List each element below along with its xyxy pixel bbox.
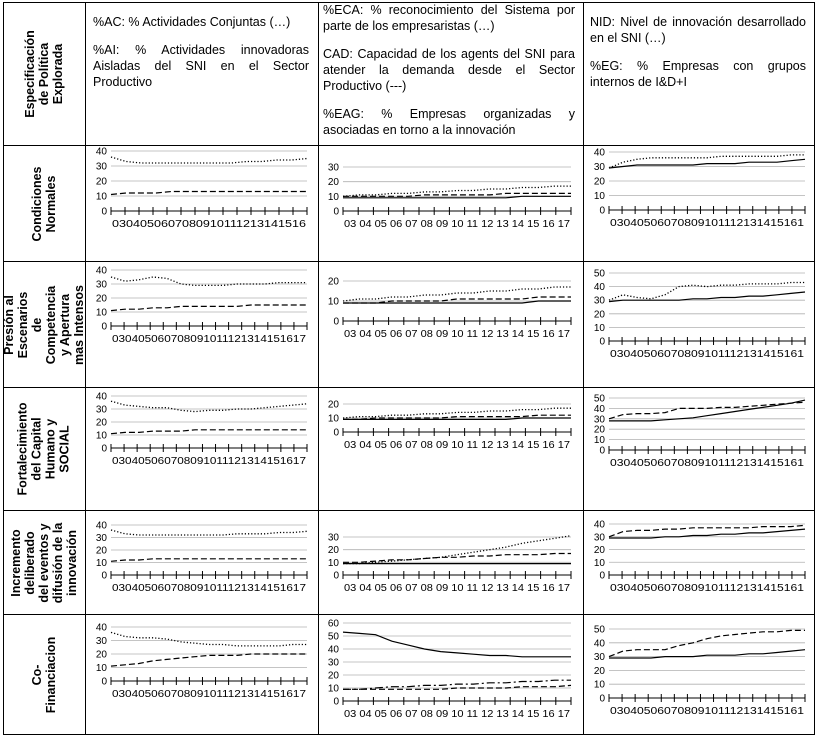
series-ai-line xyxy=(111,559,307,562)
y-tick-label: 60 xyxy=(327,618,339,630)
series-eca-line xyxy=(343,408,571,418)
y-tick-label: 20 xyxy=(327,545,339,557)
series-nid-line xyxy=(609,402,805,419)
y-tick-label: 0 xyxy=(101,206,107,218)
row-label-5 xyxy=(3,615,85,734)
y-tick-label: 10 xyxy=(327,413,339,425)
y-tick-label: 10 xyxy=(327,683,339,695)
series-cad-line xyxy=(343,297,571,303)
y-tick-label: 40 xyxy=(95,520,107,532)
x-tick-labels: 03040506070809101112131415161 xyxy=(610,349,805,360)
legend-eg: %EG: % Empresas con grupos internos de I&D+I xyxy=(590,59,806,89)
series-ai-line xyxy=(111,654,307,666)
series-ac-line xyxy=(111,157,307,163)
series-eca-line xyxy=(343,287,571,301)
y-tick-label: 10 xyxy=(327,296,339,308)
y-tick-label: 50 xyxy=(593,393,605,405)
chart-r2c3 xyxy=(587,262,811,362)
y-tick-label: 40 xyxy=(593,282,605,294)
y-tick-label: 10 xyxy=(95,191,107,203)
y-tick-label: 20 xyxy=(327,399,339,411)
y-tick-label: 40 xyxy=(593,519,605,531)
chart-r5c2 xyxy=(321,615,577,725)
y-tick-label: 40 xyxy=(593,403,605,415)
y-tick-label: 40 xyxy=(95,391,107,403)
row-label-text: Presión al Escenarios de Competencia y Apertura mas Intensos xyxy=(2,284,86,365)
x-tick-labels: 03 04 05 06 07 08 09 10 11 12 13 14 15 16 17 xyxy=(344,709,571,720)
y-tick-label: 20 xyxy=(327,276,339,288)
y-tick-label: 30 xyxy=(327,162,339,174)
y-tick-label: 0 xyxy=(333,570,339,582)
legend-ac: %AC: % Actividades Conjuntas (…) xyxy=(93,15,291,29)
y-tick-label: 30 xyxy=(593,532,605,544)
y-tick-label: 10 xyxy=(593,679,605,691)
y-tick-label: 10 xyxy=(593,322,605,334)
series-cad-line xyxy=(343,554,571,563)
y-tick-label: 20 xyxy=(95,417,107,429)
x-tick-labels: 0304050607080910111213141516 xyxy=(112,219,307,230)
y-tick-label: 50 xyxy=(593,268,605,280)
y-tick-label: 20 xyxy=(95,649,107,661)
y-tick-label: 20 xyxy=(327,177,339,189)
table-divider-col1 xyxy=(85,2,86,735)
table-border-bottom xyxy=(3,734,815,735)
y-tick-label: 10 xyxy=(95,430,107,442)
y-tick-label: 30 xyxy=(593,162,605,173)
y-tick-label: 20 xyxy=(593,424,605,436)
x-tick-labels: 03 04 05 06 07 08 09 10 11 12 13 14 15 16 17 xyxy=(344,583,571,594)
series-ai-line xyxy=(111,192,307,195)
series-ai-line xyxy=(111,305,307,311)
row-label-text: Co-Financiacion xyxy=(30,636,58,713)
y-tick-label: 0 xyxy=(101,570,107,582)
chart-r2c1 xyxy=(89,262,313,362)
table-border-right xyxy=(814,2,815,735)
header-col3 xyxy=(590,14,806,102)
y-tick-label: 0 xyxy=(101,321,107,333)
y-tick-label: 10 xyxy=(593,191,605,202)
x-tick-labels: 030405060708091011121314151617 xyxy=(112,583,307,594)
x-tick-labels: 03 04 05 06 07 08 09 10 11 12 13 14 15 16 17 xyxy=(344,440,571,451)
y-tick-label: 10 xyxy=(593,557,605,569)
y-tick-label: 0 xyxy=(599,693,605,705)
table-divider-col2 xyxy=(318,2,319,735)
y-tick-label: 40 xyxy=(95,265,107,277)
table-divider-col3 xyxy=(583,2,584,735)
row-label-3 xyxy=(3,388,85,510)
y-tick-label: 40 xyxy=(593,638,605,650)
header-col1 xyxy=(93,14,309,102)
y-tick-label: 40 xyxy=(593,147,605,159)
chart-r1c3 xyxy=(587,146,811,234)
y-tick-label: 20 xyxy=(593,665,605,677)
series-eca-line xyxy=(343,186,571,196)
y-tick-label: 20 xyxy=(327,670,339,682)
y-tick-label: 10 xyxy=(95,307,107,319)
series-ac-line xyxy=(111,401,307,411)
chart-r2c2 xyxy=(321,262,577,362)
y-tick-label: 50 xyxy=(327,631,339,643)
chart-r4c3 xyxy=(587,511,811,597)
y-tick-label: 10 xyxy=(95,663,107,674)
y-tick-label: 20 xyxy=(593,176,605,188)
y-tick-label: 0 xyxy=(333,316,339,328)
y-tick-label: 30 xyxy=(327,657,339,669)
y-tick-label: 0 xyxy=(333,696,339,708)
y-tick-label: 20 xyxy=(593,309,605,321)
x-tick-labels: 03040506070809101112131415161 xyxy=(610,583,805,594)
y-tick-label: 30 xyxy=(95,404,107,416)
y-tick-label: 30 xyxy=(593,652,605,664)
y-tick-label: 30 xyxy=(593,295,605,307)
corner-label-text: Especificación de Política Explorada xyxy=(23,30,66,118)
legend-eag: %EAG: % Empresas organizadas y asociadas en torno a la innovación xyxy=(323,107,575,137)
y-tick-label: 50 xyxy=(593,624,605,636)
row-label-2 xyxy=(3,262,85,387)
chart-r3c1 xyxy=(89,388,313,486)
corner-label xyxy=(3,3,85,145)
x-tick-labels: 03040506070809101112131415161 xyxy=(610,458,805,469)
series-ac-line xyxy=(111,632,307,646)
x-tick-labels: 03 04 05 06 07 08 09 10 11 12 13 14 15 16 17 xyxy=(344,329,571,340)
y-tick-label: 20 xyxy=(95,176,107,188)
y-tick-label: 0 xyxy=(599,336,605,348)
y-tick-label: 30 xyxy=(593,414,605,426)
y-tick-label: 30 xyxy=(95,533,107,544)
x-tick-labels: 030405060708091011121314151617 xyxy=(112,334,307,345)
y-tick-label: 20 xyxy=(593,545,605,556)
y-tick-label: 30 xyxy=(95,636,107,647)
chart-r5c1 xyxy=(89,615,313,703)
chart-r1c2 xyxy=(321,146,577,234)
row-label-text: Condiciones Normales xyxy=(30,166,58,242)
y-tick-label: 30 xyxy=(95,279,107,291)
row-label-1 xyxy=(3,146,85,261)
y-tick-label: 40 xyxy=(95,146,107,158)
y-tick-label: 0 xyxy=(333,427,339,439)
chart-r1c1 xyxy=(89,146,313,234)
chart-r4c2 xyxy=(321,511,577,597)
series-ac-line xyxy=(111,530,307,535)
y-tick-label: 0 xyxy=(599,445,605,457)
series-ai-line xyxy=(111,430,307,434)
legend-eca: %ECA: % reconocimiento del Sistema por parte de los empresaristas (…) xyxy=(323,3,575,33)
y-tick-label: 0 xyxy=(599,205,605,217)
y-tick-label: 10 xyxy=(327,557,339,569)
series-eg-line xyxy=(609,400,805,421)
y-tick-label: 0 xyxy=(101,443,107,455)
y-tick-label: 10 xyxy=(593,435,605,447)
x-tick-labels: 030405060708091011121314151617 xyxy=(112,456,307,467)
y-tick-label: 30 xyxy=(95,161,107,173)
series-nid-line xyxy=(609,283,805,301)
chart-r3c2 xyxy=(321,388,577,486)
y-tick-label: 10 xyxy=(327,191,339,203)
chart-r5c3 xyxy=(587,615,811,725)
y-tick-label: 40 xyxy=(95,622,107,634)
series-cad-line xyxy=(343,415,571,419)
header-col2 xyxy=(323,2,575,150)
y-tick-label: 20 xyxy=(95,545,107,557)
y-tick-label: 0 xyxy=(101,676,107,688)
y-tick-label: 0 xyxy=(333,206,339,218)
y-tick-label: 30 xyxy=(327,532,339,544)
y-tick-label: 20 xyxy=(95,293,107,305)
x-tick-labels: 03 04 05 06 07 08 09 10 11 12 13 14 15 16 17 xyxy=(344,219,571,230)
y-tick-label: 10 xyxy=(95,558,107,569)
x-tick-labels: 030405060708091011121314151617 xyxy=(112,689,307,700)
legend-cad: CAD: Capacidad de los agents del SNI para atender la demanda desde el Sector Productivo (---) xyxy=(323,47,575,93)
x-tick-labels: 03040506070809101112131415161 xyxy=(610,706,805,717)
chart-r4c1 xyxy=(89,511,313,597)
series-nid-line xyxy=(609,155,805,168)
y-tick-label: 40 xyxy=(327,644,339,656)
y-tick-label: 0 xyxy=(599,570,605,582)
legend-nid: NID: Nivel de innovación desarrollado en el SNI (…) xyxy=(590,15,806,45)
chart-r3c3 xyxy=(587,388,811,486)
row-label-text: Incremento deliberado del eventos y difusión de la innovación xyxy=(9,522,79,603)
row-label-4 xyxy=(3,511,85,614)
row-label-text: Fortalecimiento del Capital Humano y SOCIAL xyxy=(16,402,73,496)
x-tick-labels: 03040506070809101112131415161 xyxy=(610,218,805,229)
legend-ai: %AI: % Actividades innovadoras Aisladas del SNI en el Sector Productivo xyxy=(93,43,309,89)
results-table xyxy=(3,2,815,735)
